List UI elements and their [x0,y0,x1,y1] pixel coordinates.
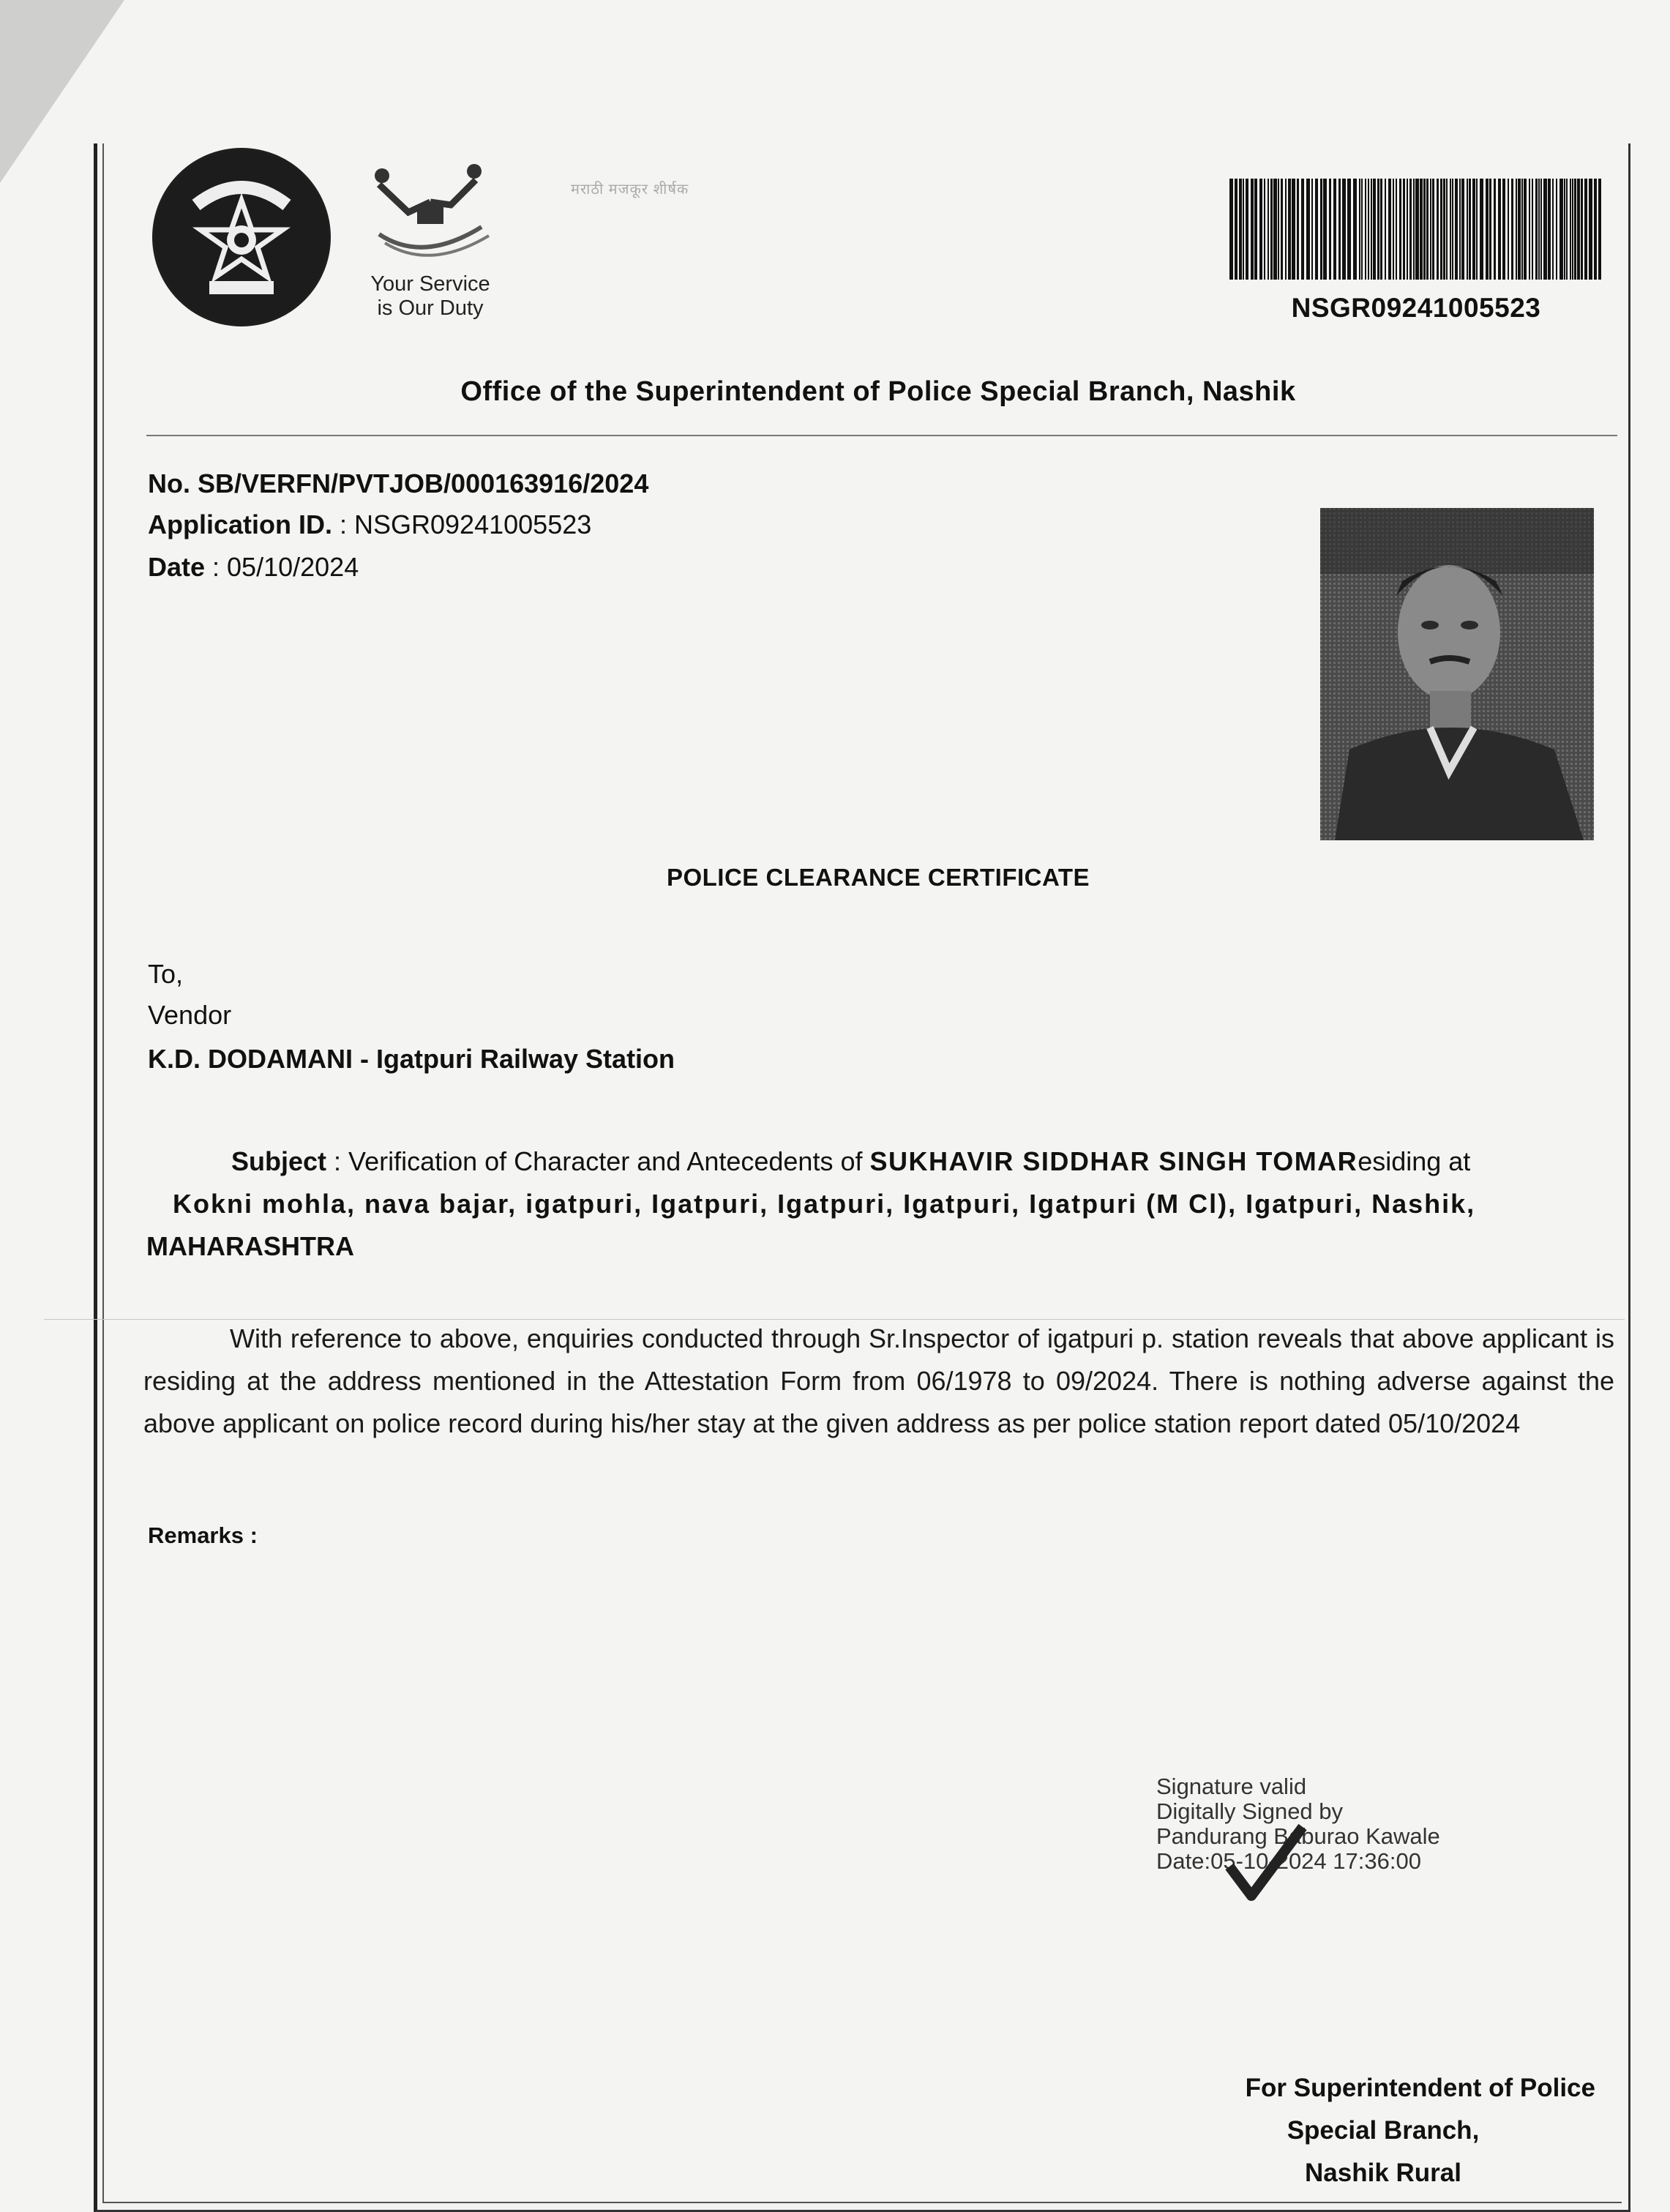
barcode-bar [1494,179,1496,280]
barcode-bar [1320,179,1322,280]
barcode-bar [1538,179,1540,280]
barcode-bar [1440,179,1442,280]
barcode-bar [1574,179,1576,280]
barcode-bar [1407,179,1408,280]
barcode-bar [1426,179,1429,280]
issue-date [148,552,359,583]
barcode-bar [1489,179,1491,280]
verification-paragraph-text: With reference to above, enquiries conducted through Sr.Inspector of igatpuri p. station reveals that above applicant is residing at the address mentioned in the Attestation Form from 06/1978 to 09/2024. There is nothing adverse against the above applicant on police record during his/her stay at the given address as per police station report dated 05/10/2024 [143,1323,1614,1438]
barcode-bar [1306,179,1310,280]
barcode-bar [1342,179,1346,280]
barcode-bar [1540,179,1542,280]
barcode-bar [1368,179,1369,280]
barcode-bar [1564,179,1565,280]
barcode-bar [1529,179,1530,280]
issue-date-label: Date [148,552,206,582]
barcode-bar [1423,179,1426,280]
barcode-bar [1229,179,1233,280]
barcode-bar [1285,179,1287,280]
barcode-bar [1469,179,1471,280]
barcode-bar [1329,179,1331,280]
barcode-bar [1581,179,1583,280]
barcode-bar [1518,179,1521,280]
application-id-label: Application ID. [148,509,332,539]
barcode-bar [1297,179,1299,280]
barcode-bar [1396,179,1397,280]
applicant-address: Kokni mohla, nava bajar, igatpuri, Igatpuri, Igatpuri, Igatpuri, Igatpuri (M Cl), Igatpuri, Nashik, [173,1189,1476,1219]
barcode-number: NSGR09241005523 [1291,293,1541,323]
barcode-bar [1521,179,1523,280]
addressee-vendor: Vendor [148,1000,232,1030]
barcode-bar [1388,179,1391,280]
barcode-bar [1577,179,1580,280]
barcode-bar [1502,179,1505,280]
barcode-bar [1347,179,1351,280]
service-tagline [357,272,503,321]
barcode-bar [1243,179,1244,280]
barcode-bar [1380,179,1382,280]
barcode-bar [1268,179,1269,280]
barcode-bar [1437,179,1439,280]
signatory-line3: Nashik Rural [1305,2159,1461,2187]
barcode-bar [1476,179,1478,280]
barcode-bar [1535,179,1538,280]
office-title: Office of the Superintendent of Police Special Branch, Nashik [460,376,1296,407]
barcode-bar [1254,179,1257,280]
applicant-name: SUKHAVIR SIDDHAR SINGH TOMAR [869,1146,1358,1176]
barcode-bar [1361,179,1363,280]
barcode-bar [1311,179,1313,280]
barcode-bar [1467,179,1468,280]
subject-label: Subject [231,1146,327,1176]
barcode-bar [1338,179,1341,280]
applicant-photo [1320,508,1594,840]
maharashtra-police-seal-logo [152,148,331,326]
signatory-block [1171,2067,1595,2194]
barcode-bar [1556,179,1557,280]
addressee-to: To, [148,959,184,989]
barcode-bar [1459,179,1461,280]
remarks-label: Remarks : [148,1522,258,1548]
barcode [1229,179,1603,280]
signatory-line1: For Superintendent of Police [1245,2074,1595,2102]
barcode-bar [1452,179,1453,280]
subject-block [146,1140,1617,1268]
signature-date: Date:05-10-2024 17:36:00 [1156,1848,1421,1874]
barcode-bar [1443,179,1445,280]
barcode-bar [1486,179,1489,280]
barcode-bar [1548,179,1551,280]
faint-header-text: मराठी मजकूर शीर्षक [571,182,689,198]
barcode-bar [1455,179,1458,280]
application-id [148,509,591,540]
barcode-bar [1315,179,1318,280]
reference-number [148,468,648,499]
barcode-bar [1264,179,1265,280]
barcode-bar [1359,179,1360,280]
barcode-bar [1430,179,1431,280]
barcode-bar [1570,179,1571,280]
barcode-bar [1270,179,1273,280]
service-tagline-line1: Your Service [370,272,490,296]
subject-line [146,1140,1617,1183]
barcode-bar [1301,179,1304,280]
certificate-title: POLICE CLEARANCE CERTIFICATE [666,864,1090,891]
signature-signer-name: Pandurang Baburao Kawale [1156,1823,1440,1849]
subject-text-after: esiding at [1358,1146,1471,1176]
signatory-line2: Special Branch, [1287,2116,1480,2145]
barcode-bar [1409,179,1412,280]
barcode-bar [1403,179,1405,280]
barcode-bar [1385,179,1386,280]
barcode-bar [1373,179,1376,280]
barcode-bar [1399,179,1401,280]
application-id-value: : NSGR09241005523 [332,509,592,539]
barcode-bar [1281,179,1283,280]
barcode-bar [1446,179,1448,280]
barcode-bar [1251,179,1254,280]
signature-status: Signature valid [1156,1774,1307,1799]
barcode-bar [1377,179,1379,280]
barcode-bar [1288,179,1291,280]
barcode-bar [1552,179,1554,280]
issue-date-value: : 05/10/2024 [205,552,359,582]
service-tagline-line2: is Our Duty [377,296,484,320]
verification-paragraph [143,1318,1614,1445]
addressee-name: K.D. DODAMANI - Igatpuri Railway Station [148,1044,675,1074]
barcode-bar [1432,179,1434,280]
signature-valid-check-icon [1222,1823,1310,1903]
barcode-bar [1420,179,1423,280]
barcode-bar [1365,179,1366,280]
barcode-bar [1239,179,1242,280]
barcode-bar [1235,179,1237,280]
barcode-bar [1480,179,1483,280]
barcode-bar [1371,179,1372,280]
barcode-bar [1508,179,1509,280]
barcode-bar [1278,179,1279,280]
barcode-bar [1259,179,1262,280]
barcode-bar [1450,179,1451,280]
barcode-bar [1498,179,1501,280]
barcode-bar [1589,179,1592,280]
barcode-bar [1516,179,1517,280]
signature-signed-by: Digitally Signed by [1156,1798,1344,1824]
barcode-bar [1323,179,1327,280]
barcode-bar [1292,179,1295,280]
barcode-bar [1532,179,1533,280]
barcode-bar [1472,179,1475,280]
barcode-bar [1559,179,1563,280]
subject-text: : Verification of Character and Antecedents of [326,1146,870,1176]
barcode-bar [1598,179,1601,280]
barcode-bar [1511,179,1513,280]
barcode-bar [1393,179,1394,280]
barcode-bar [1572,179,1573,280]
barcode-bar [1415,179,1419,280]
header-divider [146,435,1617,436]
reference-number-text: No. SB/VERFN/PVTJOB/000163916/2024 [148,468,649,498]
barcode-bar [1461,179,1464,280]
barcode-bar [1413,179,1415,280]
barcode-bar [1584,179,1587,280]
barcode-bar [1333,179,1336,280]
barcode-bar [1524,179,1527,280]
applicant-state: MAHARASHTRA [146,1231,354,1261]
barcode-bar [1273,179,1277,280]
barcode-bar [1353,179,1357,280]
barcode-bar [1246,179,1248,280]
barcode-bar [1566,179,1568,280]
service-hands-logo [364,154,496,264]
barcode-bar [1543,179,1547,280]
barcode-bar [1594,179,1597,280]
